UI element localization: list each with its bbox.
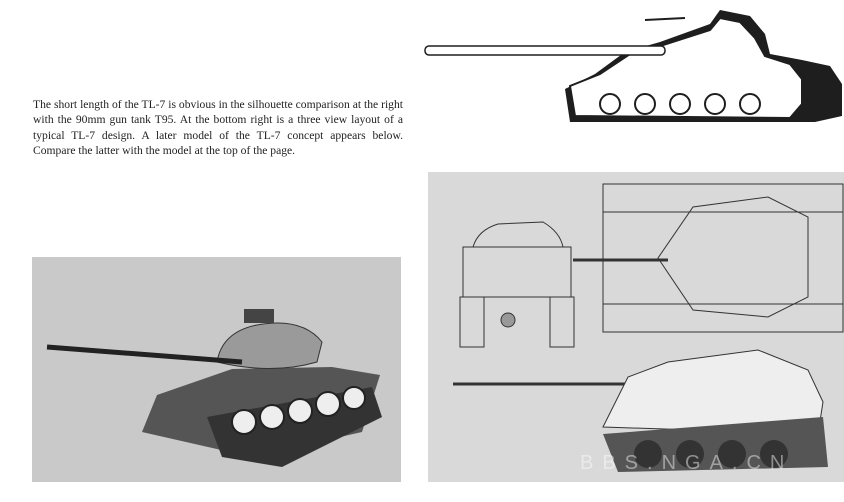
tl7-silhouette	[425, 18, 802, 118]
caption-paragraph: The short length of the TL-7 is obvious in the silhouette comparison at the right with the 90mm gun tank T95. At the bottom right is a three view layout of a typical TL-7 design. A later model of the TL-7 concept appears below. Compare the latter with the model at the top of the page.	[33, 97, 403, 158]
silhouette-comparison-figure	[420, 4, 844, 126]
watermark: BBS.NGA.CN	[580, 452, 794, 474]
tl7-later-model-photo	[32, 257, 401, 482]
three-view-layout-drawing	[428, 172, 844, 482]
